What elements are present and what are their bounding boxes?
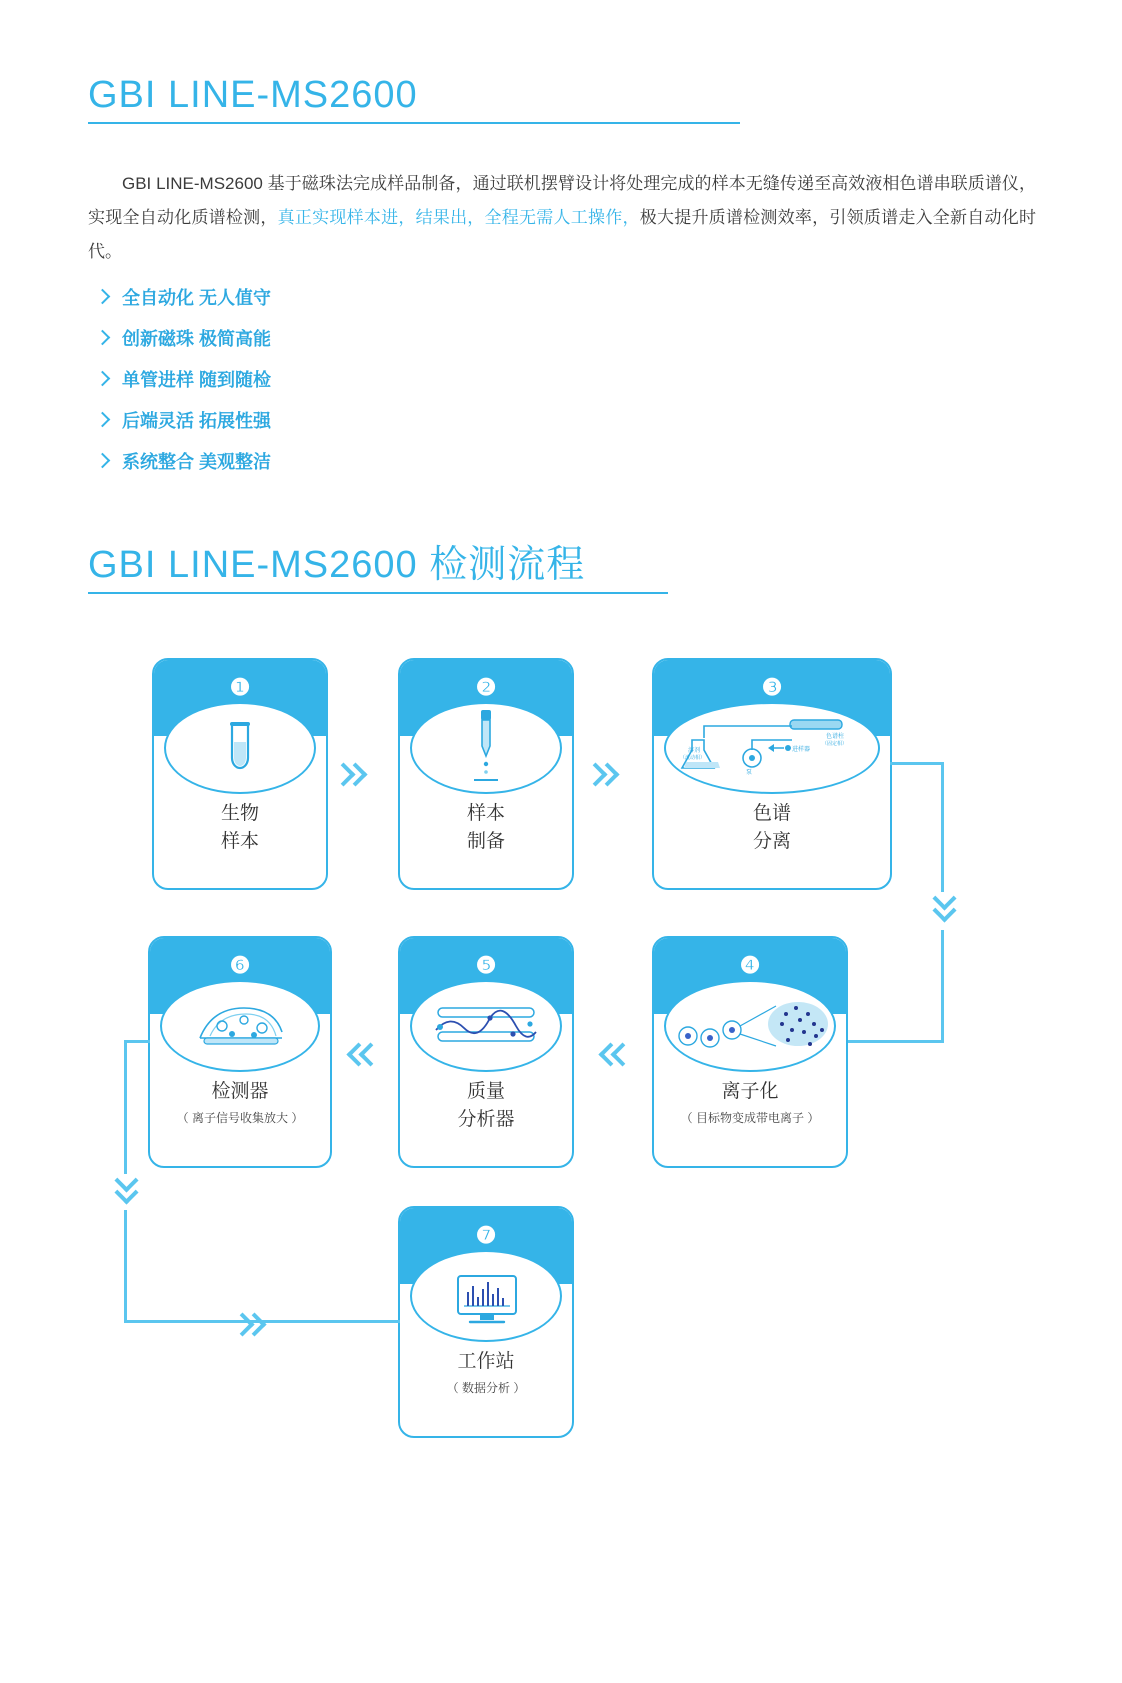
- pipette-icon: [410, 702, 562, 794]
- ionization-icon: [664, 980, 836, 1072]
- intro-part2: 极大提升质谱检测效率，引领质谱走入全新自动化时代。: [88, 208, 1037, 261]
- flow-arrow-3-4: [930, 888, 958, 930]
- connector-line: [848, 1040, 944, 1043]
- flow-arrow-6-down: [112, 1170, 140, 1212]
- node-number: ❺: [475, 952, 497, 978]
- node-number: ❸: [761, 674, 783, 700]
- node-label-line1: 离子化: [721, 1081, 779, 1102]
- workflow-title: GBI LINE-MS2600 检测流程: [88, 544, 586, 586]
- connector-line: [941, 762, 944, 892]
- svg-text:进样器: 进样器: [792, 747, 811, 753]
- node-number: ❼: [475, 1222, 497, 1248]
- feature-label: 全自动化 无人值守: [122, 287, 272, 308]
- test-tube-icon: [164, 702, 316, 794]
- feature-label: 单管进样 随到随检: [122, 369, 272, 390]
- feature-label: 创新磁珠 极简高能: [122, 328, 272, 349]
- node-label-line2: 样本: [220, 831, 259, 852]
- flow-arrow-6-7: [232, 1310, 274, 1338]
- node-number: ❻: [229, 952, 251, 978]
- feature-item: [92, 440, 492, 481]
- node-number: ❹: [739, 952, 761, 978]
- flow-node-3: [652, 658, 892, 890]
- feature-item: [92, 358, 492, 399]
- connector-line: [124, 1040, 127, 1174]
- node-label-line1: 工作站: [457, 1351, 515, 1372]
- feature-label: 后端灵活 拓展性强: [122, 410, 272, 431]
- heading-rule: [88, 592, 668, 594]
- section-heading-product: [88, 72, 740, 124]
- node-label-line1: 生物: [220, 803, 259, 824]
- connector-line: [124, 1210, 127, 1322]
- feature-item: [92, 399, 492, 440]
- connector-line: [124, 1040, 150, 1043]
- flow-node-5: [398, 936, 574, 1168]
- node-sublabel: （ 数据分析 ）: [446, 1381, 526, 1395]
- node-label-line2: 分离: [752, 831, 791, 852]
- section-heading-workflow: [88, 542, 668, 594]
- flow-node-1: [152, 658, 328, 890]
- flow-node-2: [398, 658, 574, 890]
- feature-item: [92, 317, 492, 358]
- svg-text:色谱柱: 色谱柱: [826, 734, 845, 740]
- node-label-line1: 检测器: [211, 1081, 269, 1102]
- feature-list: [92, 276, 492, 481]
- chromatography-icon: [664, 702, 880, 794]
- node-sublabel: （ 离子信号收集放大 ）: [176, 1111, 304, 1125]
- flow-node-6: [148, 936, 332, 1168]
- node-labels: [154, 800, 326, 856]
- connector-line: [941, 930, 944, 1042]
- chevron-right-icon: [92, 450, 114, 472]
- flow-arrow-5-6: [348, 1040, 390, 1068]
- node-number: ❷: [475, 674, 497, 700]
- node-labels: [400, 800, 572, 856]
- node-label-line2: 制备: [466, 831, 505, 852]
- intro-highlight: 真正实现样本进，结果出，全程无需人工操作，: [277, 208, 640, 227]
- detector-icon: [160, 980, 320, 1072]
- svg-text:（固定相）: （固定相）: [822, 741, 848, 747]
- node-label-line1: 质量: [466, 1081, 505, 1102]
- node-labels: [150, 1078, 330, 1129]
- node-labels: [654, 800, 890, 856]
- flow-node-7: [398, 1206, 574, 1438]
- node-label-line1: 色谱: [752, 803, 791, 824]
- feature-item: [92, 276, 492, 317]
- page-title: GBI LINE-MS2600: [88, 74, 418, 116]
- svg-text:（流动相）: （流动相）: [680, 755, 706, 761]
- chevron-right-icon: [92, 286, 114, 308]
- flow-arrow-2-3: [585, 760, 627, 788]
- svg-text:泵: 泵: [746, 770, 753, 776]
- node-number: ❶: [229, 674, 251, 700]
- flow-node-4: [652, 936, 848, 1168]
- workflow-diagram: [0, 630, 1122, 1480]
- chevron-right-icon: [92, 409, 114, 431]
- node-sublabel: （ 目标物变成带电离子 ）: [680, 1111, 820, 1125]
- svg-text:溶剂: 溶剂: [688, 748, 701, 754]
- chevron-right-icon: [92, 327, 114, 349]
- feature-label: 系统整合 美观整洁: [122, 451, 272, 472]
- flow-arrow-4-5: [600, 1040, 642, 1068]
- connector-line: [890, 762, 944, 765]
- node-labels: [400, 1078, 572, 1134]
- intro-part1: GBI LINE-MS2600 基于磁珠法完成样品制备，通过联机摆臂设计将处理完成的样本无缝传递至高效液相色谱串联质谱仪，实现全自动化质谱检测，: [88, 174, 1036, 227]
- chevron-right-icon: [92, 368, 114, 390]
- node-label-line2: 分析器: [457, 1109, 515, 1130]
- flow-arrow-1-2: [333, 760, 375, 788]
- intro-paragraph: [88, 167, 1036, 269]
- node-labels: [400, 1348, 572, 1399]
- node-label-line1: 样本: [466, 803, 505, 824]
- heading-rule: [88, 122, 740, 124]
- node-labels: [654, 1078, 846, 1129]
- mass-analyzer-icon: [410, 980, 562, 1072]
- workstation-icon: [410, 1250, 562, 1342]
